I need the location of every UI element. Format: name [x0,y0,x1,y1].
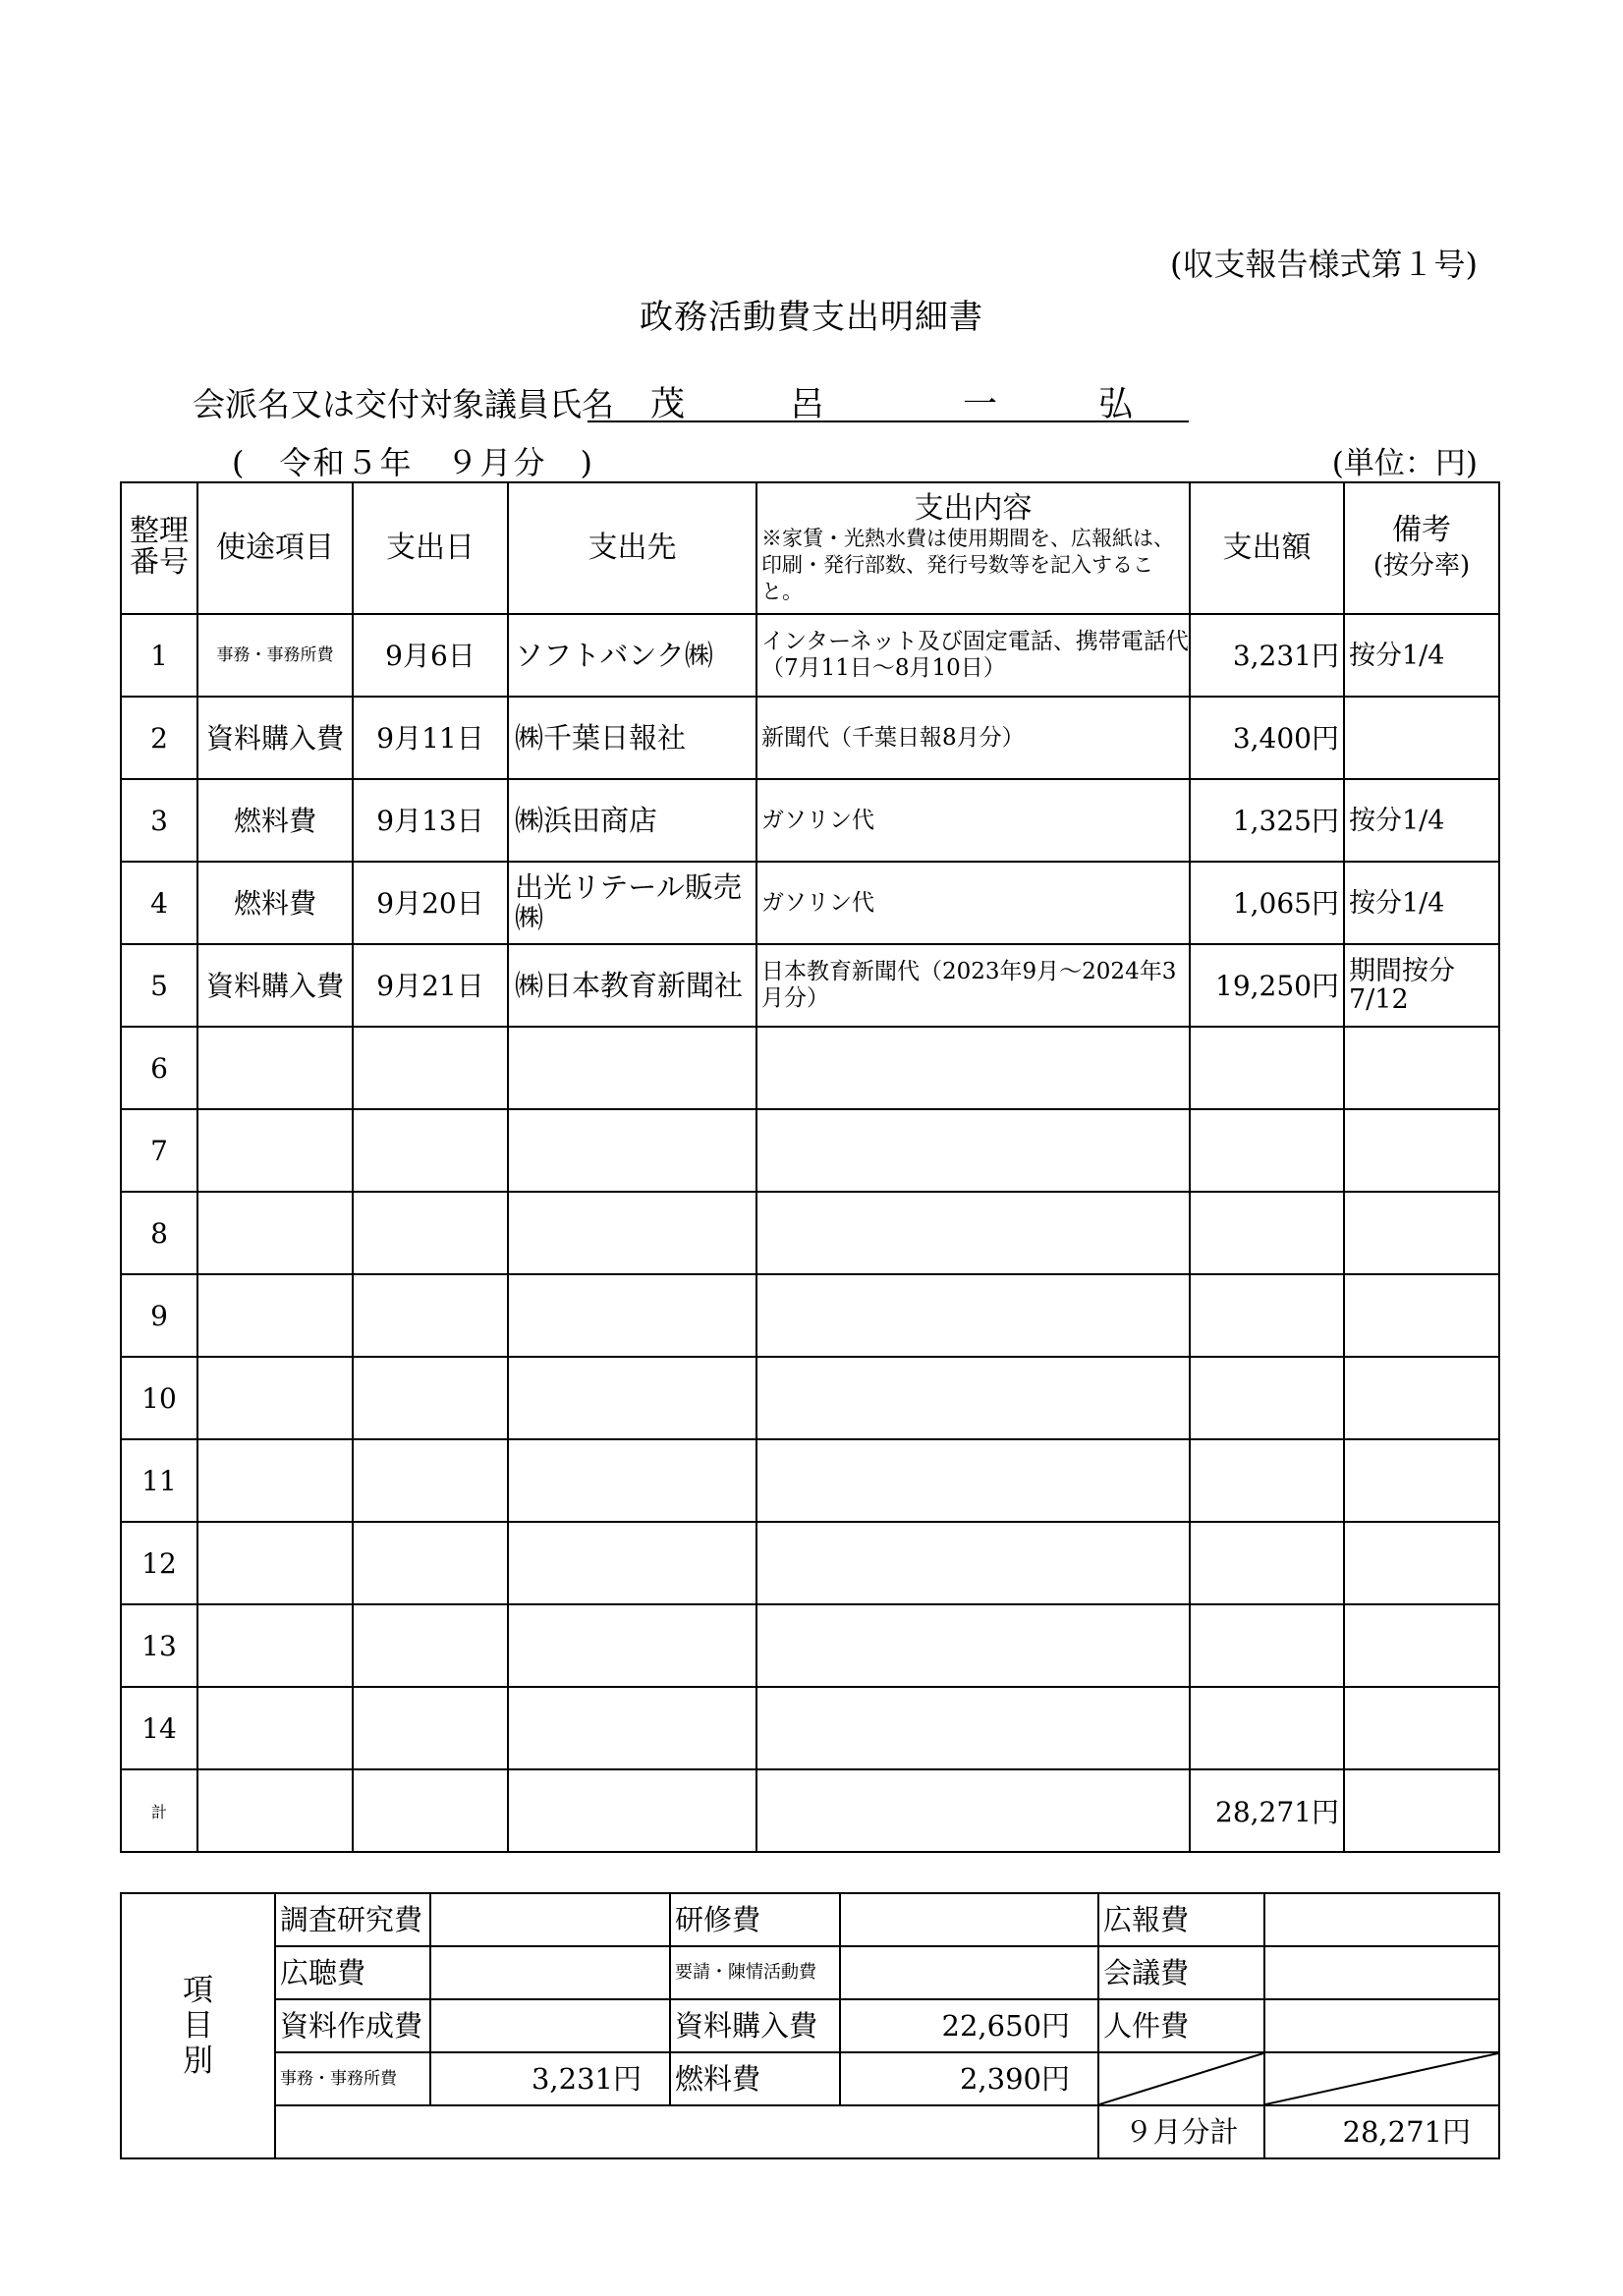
row-amount: 19,250円 [1190,944,1344,1027]
row-date [353,1192,508,1274]
row-date: 9月11日 [353,697,508,779]
row-payee [508,1109,756,1192]
row-number: 1 [121,614,197,697]
summary-label: 事務・事務所費 [275,2052,430,2105]
summary-value: 22,650円 [840,1999,1098,2052]
row-date [353,1604,508,1687]
row-remarks [1344,1687,1499,1769]
row-remarks: 按分1/4 [1344,779,1499,862]
row-payee [508,1687,756,1769]
table-row [121,1687,1499,1769]
row-payee: ㈱日本教育新聞社 [508,944,756,1027]
summary-label: 資料作成費 [275,1999,430,2052]
table-cell [508,1769,756,1852]
column-header-description [756,482,1190,614]
row-payee [508,1522,756,1604]
summary-value: 3,231円 [430,2052,670,2105]
column-header-date: 支出日 [353,482,508,614]
summary-value [430,1946,670,1999]
row-number: 6 [121,1027,197,1109]
summary-label: 会議費 [1098,1946,1264,1999]
summary-row [121,1999,1499,2052]
table-row [121,1522,1499,1604]
remarks-subtitle: (按分率) [1372,551,1471,581]
row-number: 4 [121,862,197,944]
row-category: 事務・事務所費 [197,614,353,697]
row-payee [508,1439,756,1522]
row-category [197,1687,353,1769]
row-remarks [1344,1522,1499,1604]
summary-label: 広聴費 [275,1946,430,1999]
row-payee: ソフトバンク㈱ [508,614,756,697]
row-remarks: 按分1/4 [1344,862,1499,944]
row-amount [1190,1439,1344,1522]
row-remarks [1344,1192,1499,1274]
row-date: 9月21日 [353,944,508,1027]
summary-value [1264,1999,1499,2052]
row-number: 12 [121,1522,197,1604]
row-remarks [1344,1109,1499,1192]
row-description [756,1357,1190,1439]
summary-side-label: 項 目 別 [121,1893,275,2158]
summary-value [840,1946,1098,1999]
row-remarks [1344,1604,1499,1687]
row-payee [508,1274,756,1357]
member-name-char: 弘 [1098,385,1134,424]
member-name-char: 呂 [790,385,825,424]
summary-row [121,2105,1499,2158]
month-total-value: 28,271円 [1264,2105,1499,2158]
row-amount [1190,1027,1344,1109]
row-description [756,1274,1190,1357]
row-date [353,1687,508,1769]
summary-label: 調査研究費 [275,1893,430,1946]
table-row [121,1604,1499,1687]
table-cell [756,1769,1190,1852]
row-payee [508,1604,756,1687]
row-payee [508,1027,756,1109]
row-date [353,1027,508,1109]
table-cell [353,1769,508,1852]
row-date [353,1522,508,1604]
summary-value [1264,1893,1499,1946]
row-description [756,1192,1190,1274]
summary-label: 人件費 [1098,1999,1264,2052]
row-category [197,1192,353,1274]
row-category [197,1522,353,1604]
row-payee: ㈱千葉日報社 [508,697,756,779]
summary-row [121,1893,1499,1946]
remarks-title: 備考 [1392,513,1451,547]
row-description: 新聞代（千葉日報8月分） [756,697,1190,779]
row-amount [1190,1522,1344,1604]
row-number: 2 [121,697,197,779]
table-row [121,1109,1499,1192]
month-total-label: ９月分計 [1098,2105,1264,2158]
row-number: 11 [121,1439,197,1522]
row-payee [508,1192,756,1274]
member-name-label: 会派名又は交付対象議員氏名 [193,385,614,423]
row-description [756,1439,1190,1522]
row-category: 燃料費 [197,862,353,944]
summary-row [121,2052,1499,2105]
row-amount [1190,1192,1344,1274]
summary-value [1264,1946,1499,1999]
column-header-remarks [1344,482,1499,614]
currency-unit: (単位：円) [1331,446,1478,481]
summary-label: 資料購入費 [670,1999,840,2052]
row-category: 資料購入費 [197,697,353,779]
row-amount [1190,1604,1344,1687]
summary-value [840,1893,1098,1946]
row-amount [1190,1687,1344,1769]
document-title: 政務活動費支出明細書 [640,298,983,337]
row-description: ガソリン代 [756,862,1190,944]
summary-row [121,1946,1499,1999]
category-summary-table [120,1892,1500,2159]
table-header-row [121,482,1499,614]
row-number: 7 [121,1109,197,1192]
row-category [197,1274,353,1357]
row-number: 3 [121,779,197,862]
table-row [121,862,1499,944]
row-date: 9月13日 [353,779,508,862]
total-row [121,1769,1499,1852]
row-amount [1190,1357,1344,1439]
table-row [121,1439,1499,1522]
row-number: 10 [121,1357,197,1439]
row-date [353,1439,508,1522]
row-remarks [1344,1357,1499,1439]
row-date [353,1109,508,1192]
table-cell [1344,1769,1499,1852]
summary-label: 燃料費 [670,2052,840,2105]
row-amount [1190,1109,1344,1192]
row-description [756,1687,1190,1769]
summary-label: 広報費 [1098,1893,1264,1946]
table-row [121,944,1499,1027]
row-amount: 3,231円 [1190,614,1344,697]
row-category [197,1439,353,1522]
row-description [756,1522,1190,1604]
description-title: 支出内容 [914,490,1033,526]
column-header-category: 使途項目 [197,482,353,614]
row-description [756,1027,1190,1109]
table-row [121,1027,1499,1109]
member-name-char: 茂 [650,385,686,424]
row-remarks [1344,1027,1499,1109]
summary-value: 2,390円 [840,2052,1098,2105]
summary-blank-cell [275,2105,1098,2158]
row-category [197,1027,353,1109]
table-row [121,1274,1499,1357]
summary-label: 要請・陳情活動費 [670,1946,840,1999]
report-period: ( 令和５年 ９月分 ) [232,444,594,481]
summary-value [430,1893,670,1946]
expense-detail-table [120,481,1500,1853]
row-number: 8 [121,1192,197,1274]
row-date [353,1274,508,1357]
crossed-out-cell [1264,2052,1499,2105]
description-note: ※家賃・光熱水費は使用期間を、広報紙は、印刷・発行部数、発行号数等を記入すること。 [761,526,1174,603]
row-remarks: 按分1/4 [1344,614,1499,697]
row-amount: 1,325円 [1190,779,1344,862]
member-name-char: 一 [963,385,998,424]
row-remarks [1344,1439,1499,1522]
row-remarks: 期間按分 7/12 [1344,944,1499,1027]
total-label: 計 [121,1769,197,1852]
table-row [121,1357,1499,1439]
column-header-number: 整理番号 [121,482,197,614]
table-row [121,779,1499,862]
row-category: 資料購入費 [197,944,353,1027]
table-cell [197,1769,353,1852]
row-number: 5 [121,944,197,1027]
column-header-payee: 支出先 [508,482,756,614]
row-remarks [1344,1274,1499,1357]
row-payee [508,1357,756,1439]
row-category: 燃料費 [197,779,353,862]
row-remarks [1344,697,1499,779]
row-number: 14 [121,1687,197,1769]
table-row [121,1192,1499,1274]
row-date: 9月20日 [353,862,508,944]
form-number: (収支報告様式第１号) [1170,246,1478,283]
row-description [756,1604,1190,1687]
row-payee: ㈱浜田商店 [508,779,756,862]
summary-value [430,1999,670,2052]
row-category [197,1357,353,1439]
table-row [121,697,1499,779]
crossed-out-cell [1098,2052,1264,2105]
row-amount: 3,400円 [1190,697,1344,779]
table-row [121,614,1499,697]
column-header-amount: 支出額 [1190,482,1344,614]
total-amount: 28,271円 [1190,1769,1344,1852]
row-description [756,1109,1190,1192]
row-number: 9 [121,1274,197,1357]
row-category [197,1604,353,1687]
row-amount [1190,1274,1344,1357]
row-number: 13 [121,1604,197,1687]
row-date: 9月6日 [353,614,508,697]
row-description: 日本教育新聞代（2023年9月～2024年3月分） [756,944,1190,1027]
row-category [197,1109,353,1192]
row-payee: 出光リテール販売㈱ [508,862,756,944]
summary-label: 研修費 [670,1893,840,1946]
row-description: ガソリン代 [756,779,1190,862]
row-description: インターネット及び固定電話、携帯電話代（7月11日～8月10日） [756,614,1190,697]
row-amount: 1,065円 [1190,862,1344,944]
row-date [353,1357,508,1439]
